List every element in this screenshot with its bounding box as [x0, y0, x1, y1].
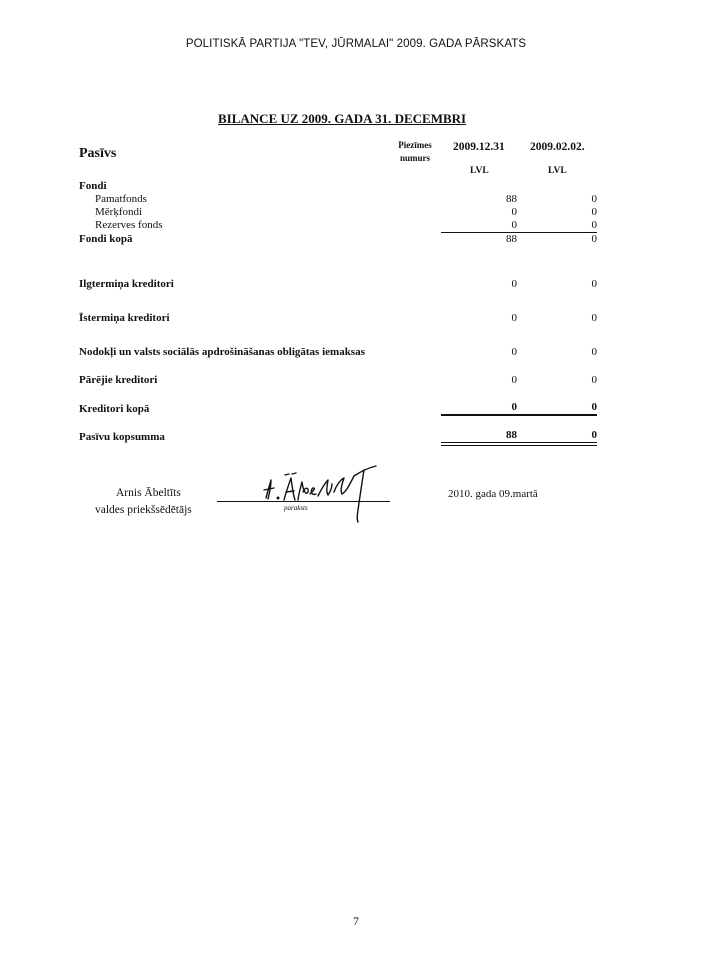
value-ilgtermina-col1: 0: [511, 278, 517, 290]
value-istermina-col2: 0: [591, 312, 597, 324]
value-merkfondi-col2: 0: [591, 206, 597, 218]
value-pamatfonds-col1: 88: [506, 193, 517, 205]
value-pasivu-kopsumma-col2: 0: [591, 429, 597, 441]
row-label-fondi-kopa: Fondi kopā: [79, 233, 133, 245]
notes-column-header: Piezīmes numurs: [398, 140, 432, 163]
currency-label-col2: LVL: [548, 166, 567, 176]
value-rezerves-fonds-col1: 0: [511, 219, 517, 231]
row-label-pasivu-kopsumma: Pasīvu kopsumma: [79, 431, 165, 443]
row-label-pamatfonds: Pamatfonds: [95, 193, 147, 205]
signature-date: 2010. gada 09.martā: [448, 488, 538, 500]
row-label-parejie-kreditori: Pārējie kreditori: [79, 374, 158, 386]
value-nodokli-col1: 0: [511, 346, 517, 358]
value-fondi-kopa-col2: 0: [591, 233, 597, 245]
value-pamatfonds-col2: 0: [591, 193, 597, 205]
row-label-istermina-kreditori: Īstermiņa kreditori: [79, 312, 170, 324]
value-ilgtermina-col2: 0: [591, 278, 597, 290]
row-label-rezerves-fonds: Rezerves fonds: [95, 219, 163, 231]
value-pasivu-kopsumma-col1: 88: [506, 429, 517, 441]
currency-label-col1: LVL: [470, 166, 489, 176]
value-fondi-kopa-col1: 88: [506, 233, 517, 245]
value-kreditori-kopa-col1: 0: [511, 401, 517, 413]
value-nodokli-col2: 0: [591, 346, 597, 358]
signature-caption: paraksts: [284, 504, 308, 512]
balance-title: BILANCE UZ 2009. GADA 31. DECEMBRI: [218, 111, 467, 126]
value-parejie-col1: 0: [511, 374, 517, 386]
row-label-merkfondi: Mērķfondi: [95, 206, 143, 218]
row-label-fondi: Fondi: [79, 180, 107, 192]
column-header-2009-12-31: 2009.12.31: [453, 141, 505, 153]
row-label-kreditori-kopa: Kreditori kopā: [79, 403, 150, 415]
value-merkfondi-col1: 0: [511, 206, 517, 218]
signatory-role: valdes priekšsēdētājs: [95, 504, 192, 516]
value-kreditori-kopa-col2: 0: [591, 401, 597, 413]
document-header: POLITISKĀ PARTIJA "TEV, JŪRMALAI" 2009. GADA PĀRSKATS: [185, 38, 527, 50]
section-title: Pasīvs: [79, 146, 117, 161]
row-label-nodokli: Nodokļi un valsts sociālās apdrošināšanas obligātas iemaksas: [79, 346, 365, 358]
value-rezerves-fonds-col2: 0: [591, 219, 597, 231]
signatory-name: Arnis Ābeltīts: [116, 487, 181, 499]
grand-total-double-rule: [441, 442, 597, 446]
page-number: 7: [353, 914, 359, 928]
row-label-ilgtermina-kreditori: Ilgtermiņa kreditori: [79, 278, 174, 290]
value-parejie-col2: 0: [591, 374, 597, 386]
column-header-2009-02-02: 2009.02.02.: [530, 141, 585, 153]
value-istermina-col1: 0: [511, 312, 517, 324]
handwritten-signature: [256, 462, 396, 524]
creditors-total-rule: [441, 414, 597, 416]
